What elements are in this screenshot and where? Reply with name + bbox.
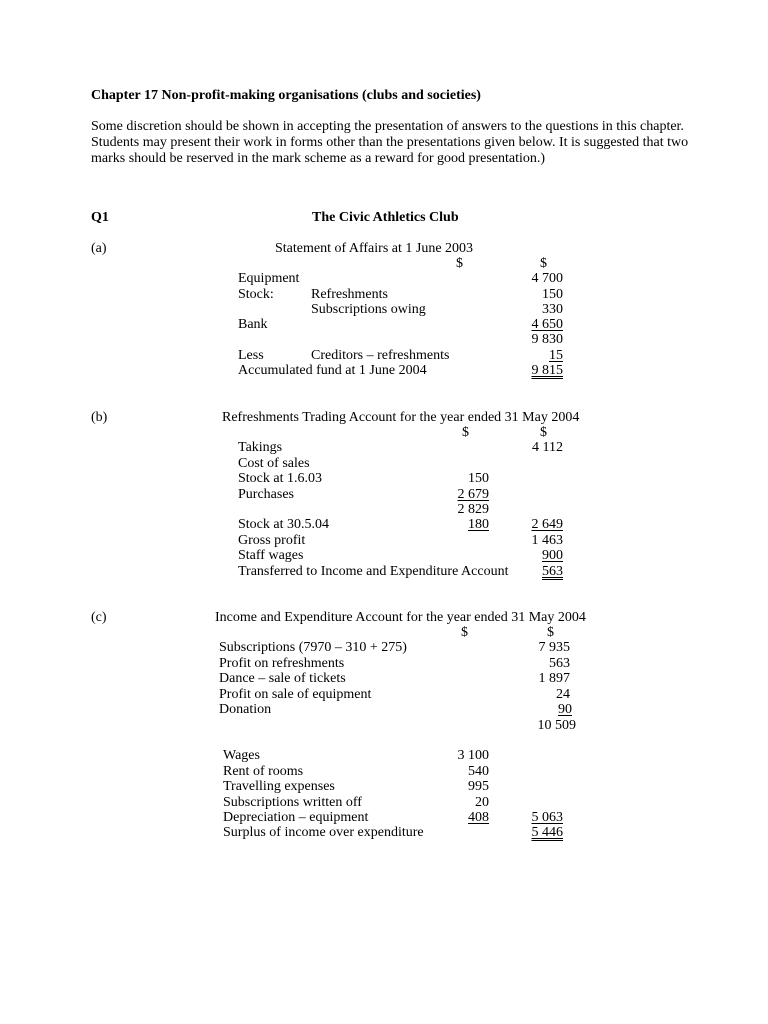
row-label: Wages bbox=[223, 748, 260, 763]
subtotal-value: 10 509 bbox=[537, 718, 576, 733]
row-label: Rent of rooms bbox=[223, 764, 304, 779]
row-value: 7 935 bbox=[538, 640, 570, 655]
column-header: $ bbox=[456, 256, 463, 271]
row-value: 563 bbox=[549, 656, 570, 671]
row-value: 2 649 bbox=[531, 517, 563, 532]
row-value: 995 bbox=[468, 779, 489, 794]
chapter-heading: Chapter 17 Non-profit-making organisations (clubs and societies) bbox=[91, 88, 481, 103]
part-label: (b) bbox=[91, 410, 108, 425]
row-value: 4 112 bbox=[532, 440, 563, 455]
intro-paragraph bbox=[91, 119, 731, 167]
section-title: Refreshments Trading Account for the year ended 31 May 2004 bbox=[222, 410, 580, 425]
subtotal-value: 2 829 bbox=[457, 502, 489, 517]
column-header: $ bbox=[461, 625, 468, 640]
row-value: 4 650 bbox=[531, 317, 563, 332]
row-label: Takings bbox=[238, 440, 283, 455]
row-label: Less bbox=[238, 348, 264, 363]
subtotal-value: 9 830 bbox=[531, 332, 563, 347]
row-label: Cost of sales bbox=[238, 456, 310, 471]
row-value: 408 bbox=[468, 810, 489, 825]
row-label: Creditors – refreshments bbox=[311, 348, 450, 363]
row-label: Surplus of income over expenditure bbox=[223, 825, 424, 840]
row-value: 540 bbox=[468, 764, 489, 779]
intro-line: Some discretion should be shown in accepting the presentation of answers to the questions in this chapter. bbox=[91, 119, 684, 134]
part-label: (c) bbox=[91, 610, 107, 625]
club-title: The Civic Athletics Club bbox=[312, 210, 459, 225]
row-value: 1 897 bbox=[538, 671, 570, 686]
question-number: Q1 bbox=[91, 210, 109, 225]
row-label: Bank bbox=[238, 317, 268, 332]
row-value: 4 700 bbox=[531, 271, 563, 286]
row-value: 330 bbox=[542, 302, 563, 317]
row-value: 3 100 bbox=[457, 748, 489, 763]
row-value: 90 bbox=[558, 702, 572, 717]
row-value: 180 bbox=[468, 517, 489, 532]
row-value: 20 bbox=[475, 795, 489, 810]
row-label: Staff wages bbox=[238, 548, 304, 563]
row-label: Subscriptions written off bbox=[223, 795, 362, 810]
column-header: $ bbox=[462, 425, 469, 440]
row-label: Gross profit bbox=[238, 533, 306, 548]
row-label: Donation bbox=[219, 702, 272, 717]
row-label: Stock at 30.5.04 bbox=[238, 517, 329, 532]
intro-line: Students may present their work in forms other than the presentations given below. It is suggested that two bbox=[91, 135, 689, 150]
row-value: 5 063 bbox=[531, 810, 563, 825]
row-value: 15 bbox=[549, 348, 563, 363]
row-label: Subscriptions owing bbox=[311, 302, 426, 317]
part-label: (a) bbox=[91, 241, 107, 256]
intro-line: marks should be reserved in the mark scheme as a reward for good presentation.) bbox=[91, 151, 546, 166]
row-label: Stock at 1.6.03 bbox=[238, 471, 322, 486]
column-header: $ bbox=[540, 256, 547, 271]
row-label: Equipment bbox=[238, 271, 300, 286]
section-title: Statement of Affairs at 1 June 2003 bbox=[275, 241, 474, 256]
row-label: Accumulated fund at 1 June 2004 bbox=[238, 363, 427, 378]
row-label: Subscriptions (7970 – 310 + 275) bbox=[219, 640, 407, 655]
row-label: Profit on refreshments bbox=[219, 656, 345, 671]
row-label: Purchases bbox=[238, 487, 294, 502]
row-value: 2 679 bbox=[457, 487, 489, 502]
row-label: Refreshments bbox=[311, 287, 388, 302]
row-label: Stock: bbox=[238, 287, 274, 302]
row-value: 150 bbox=[468, 471, 489, 486]
row-label: Depreciation – equipment bbox=[223, 810, 369, 825]
total-value: 9 815 bbox=[531, 363, 563, 378]
section-title: Income and Expenditure Account for the year ended 31 May 2004 bbox=[215, 610, 586, 625]
column-header: $ bbox=[540, 425, 547, 440]
row-label: Travelling expenses bbox=[223, 779, 335, 794]
row-label: Transferred to Income and Expenditure Account bbox=[238, 564, 509, 579]
row-value: 24 bbox=[556, 687, 570, 702]
row-value: 150 bbox=[542, 287, 563, 302]
total-value: 563 bbox=[542, 564, 563, 579]
row-label: Dance – sale of tickets bbox=[219, 671, 346, 686]
row-label: Profit on sale of equipment bbox=[219, 687, 372, 702]
total-value: 5 446 bbox=[531, 825, 563, 840]
row-value: 1 463 bbox=[531, 533, 563, 548]
row-value: 900 bbox=[542, 548, 563, 563]
column-header: $ bbox=[547, 625, 554, 640]
